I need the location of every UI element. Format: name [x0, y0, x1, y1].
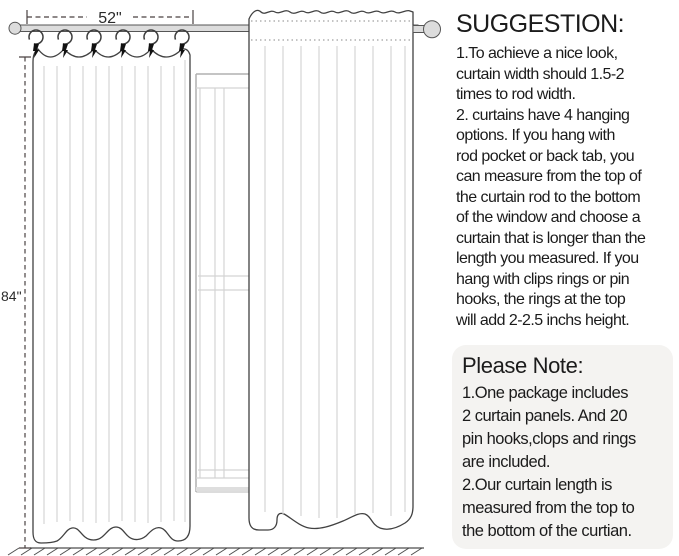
suggestion-lines	[456, 44, 678, 331]
text-line: of the window and choose a	[456, 209, 641, 226]
text-line: options. If you hang with	[456, 127, 615, 144]
rod-finial-left	[9, 22, 21, 34]
note-title: Please Note:	[462, 353, 584, 378]
text-line: will add 2-2.5 inchs height.	[456, 311, 630, 329]
text-line: 2.Our curtain length is	[462, 476, 612, 494]
text-line: hooks, the rings at the top	[456, 291, 626, 308]
text-line: length you measured. If you	[456, 250, 639, 267]
rod-finial-right	[413, 21, 441, 38]
text-line: 1.One package includes	[462, 384, 629, 402]
rod-width-label: 52"	[98, 10, 122, 27]
text-line: pin hooks,clops and rings	[462, 430, 636, 448]
text-line: 2 curtain panels. And 20	[462, 407, 628, 425]
floor-line	[8, 548, 424, 555]
note-box	[452, 345, 673, 549]
left-curtain	[29, 30, 190, 543]
text-line: curtain width should 1.5-2	[456, 65, 625, 83]
suggestion-title: SUGGESTION:	[456, 10, 625, 38]
text-line: 2. curtains have 4 hanging	[456, 106, 630, 124]
curtain-length-label: 84"	[1, 288, 22, 304]
note-lines	[462, 382, 673, 543]
text-line: the bottom of the curtian.	[462, 522, 632, 540]
text-line: can measure from the top of	[456, 168, 642, 185]
curtain-rings	[29, 30, 189, 44]
right-curtain	[249, 10, 413, 530]
suggestion-section	[456, 10, 678, 331]
text-line: curtain that is longer than the	[456, 229, 646, 247]
text-line: times to rod width.	[456, 86, 576, 103]
text-line: measured from the top to	[462, 499, 635, 517]
text-line: rod pocket or back tab, you	[456, 147, 635, 165]
text-line: 1.To achieve a nice look,	[456, 45, 618, 62]
text-line: hang with clips rings or pin	[456, 270, 630, 288]
text-line: the curtain rod to the bottom	[456, 188, 641, 206]
text-line: are included.	[462, 453, 550, 471]
